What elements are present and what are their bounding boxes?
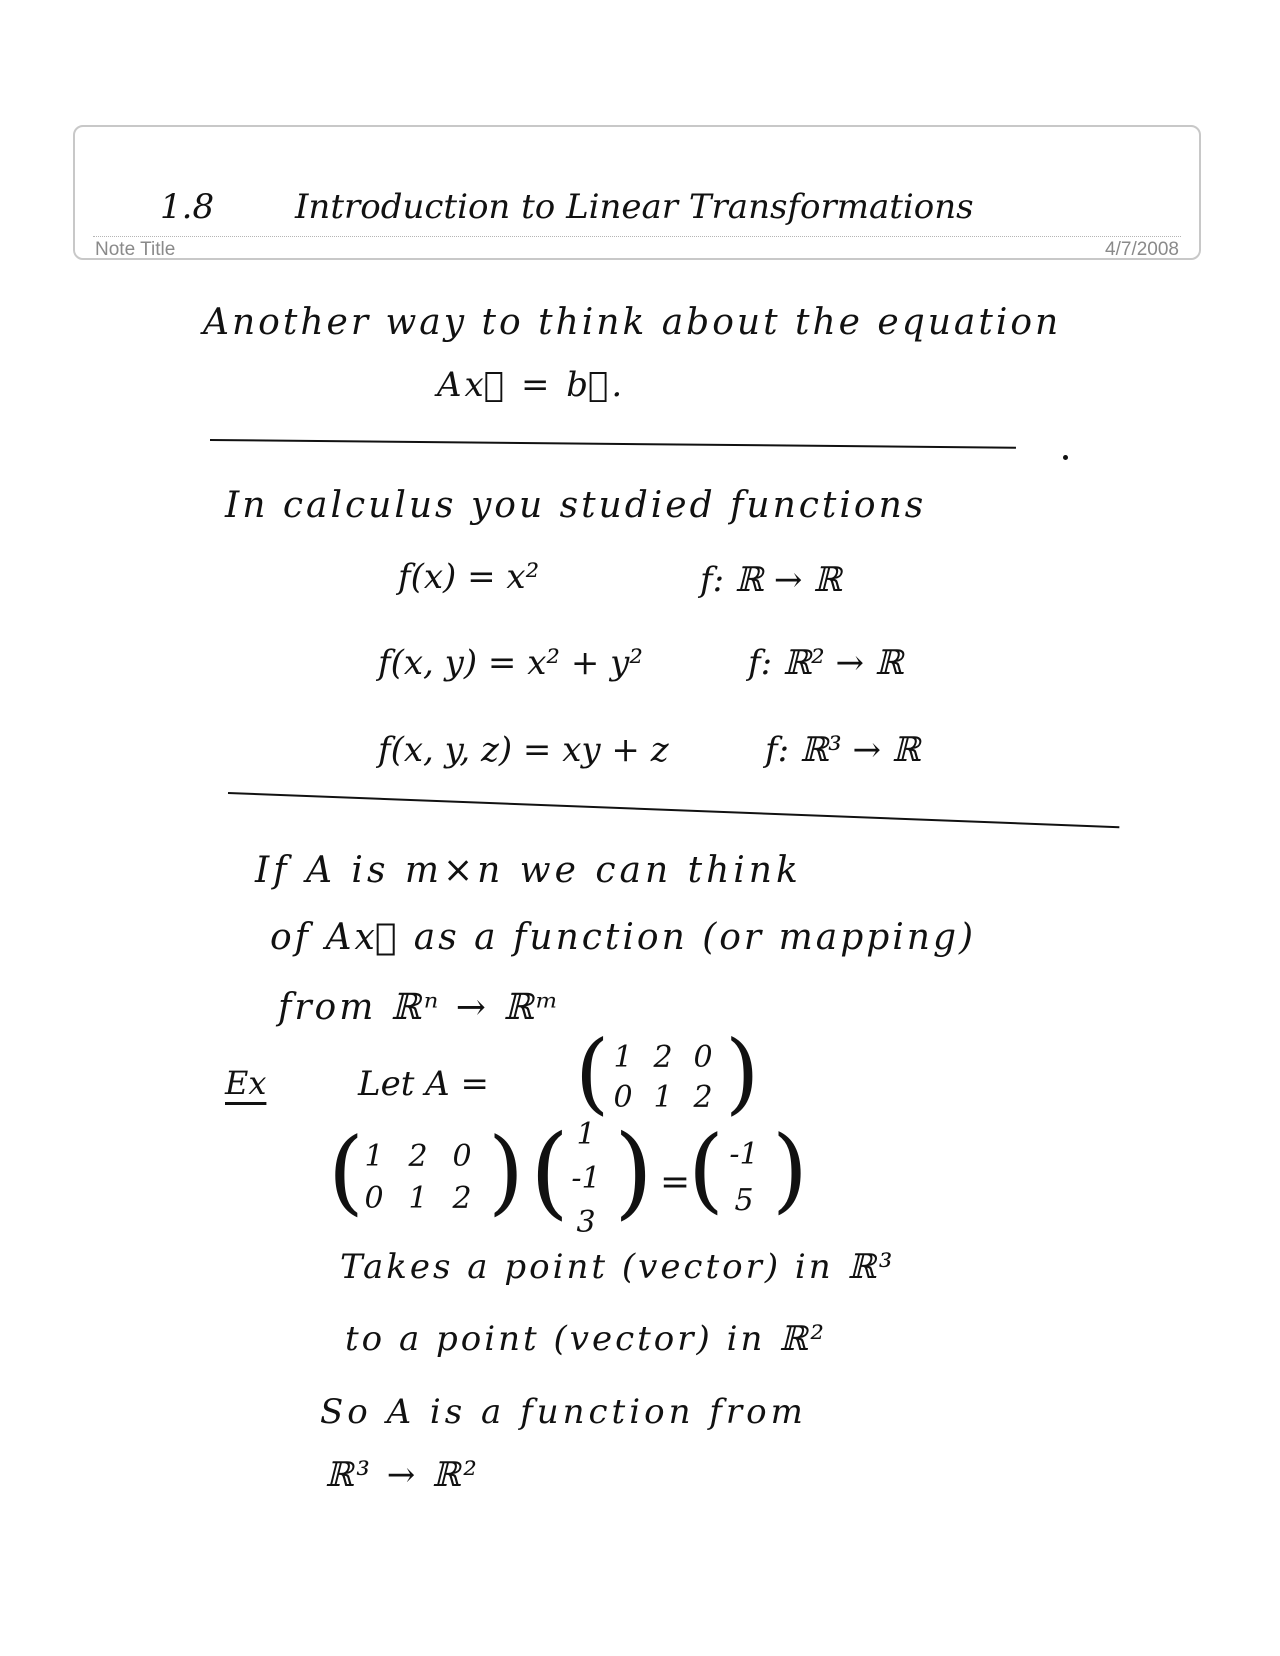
- right-paren: ): [614, 1113, 654, 1230]
- mapping-line-1: If A is m×n we can think: [255, 850, 802, 891]
- matrix-cell: 2: [693, 1080, 713, 1115]
- matrix-cell: 2: [408, 1139, 428, 1174]
- note-date: 4/7/2008: [1105, 239, 1179, 260]
- example-line-2: to a point (vector) in ℝ²: [345, 1319, 828, 1359]
- matrix-A: [328, 1118, 528, 1240]
- calculus-heading: In calculus you studied functions: [225, 485, 927, 526]
- matrix-cell: 0: [452, 1139, 472, 1174]
- result-vector: [688, 1116, 808, 1238]
- matrix-cell: 1: [408, 1181, 428, 1216]
- right-paren: ): [772, 1116, 808, 1223]
- vector-cell: 1: [576, 1117, 596, 1152]
- matrix-cell: 0: [693, 1040, 713, 1075]
- example-line-4: ℝ³ → ℝ²: [325, 1455, 480, 1495]
- section-title: Introduction to Linear Transformations: [295, 187, 974, 227]
- example-line-1: Takes a point (vector) in ℝ³: [340, 1247, 896, 1287]
- intro-line-2: Ax⃗ = b⃗.: [437, 365, 626, 405]
- intro-line-1: Another way to think about the equation: [203, 302, 1062, 343]
- calc-formula-2: f(x, y) = x² + y²: [378, 643, 643, 683]
- calc-formula-1: f(x) = x²: [398, 557, 540, 597]
- note-header: [73, 125, 1201, 260]
- calc-mapping-2: f: ℝ² → ℝ: [748, 643, 904, 683]
- equals-sign: =: [660, 1162, 691, 1203]
- left-paren: (: [688, 1116, 724, 1223]
- left-paren: (: [328, 1118, 364, 1225]
- left-paren: (: [575, 1021, 610, 1124]
- matrix-cell: 0: [364, 1181, 384, 1216]
- matrix-cell: 0: [613, 1080, 633, 1115]
- stray-dot: [1063, 455, 1068, 460]
- right-paren: ): [725, 1021, 760, 1124]
- note-title-label: Note Title: [95, 239, 176, 260]
- left-paren: (: [530, 1113, 570, 1230]
- vector-x: [530, 1113, 654, 1258]
- matrix-cell: 1: [364, 1139, 384, 1174]
- right-paren: ): [488, 1118, 524, 1225]
- calc-mapping-1: f: ℝ → ℝ: [700, 560, 842, 600]
- calc-mapping-3: f: ℝ³ → ℝ: [765, 730, 921, 770]
- mapping-line-3: from ℝⁿ → ℝᵐ: [278, 987, 562, 1028]
- vector-cell: -1: [729, 1137, 759, 1172]
- example-let-text: Let A =: [358, 1064, 490, 1104]
- vector-cell: 3: [576, 1205, 596, 1240]
- example-label: Ex: [225, 1064, 267, 1102]
- divider-1: [210, 439, 1016, 449]
- section-number: 1.8: [160, 187, 215, 227]
- matrix-cell: 2: [452, 1181, 472, 1216]
- vector-cell: 5: [734, 1183, 754, 1218]
- matrix-cell: 2: [653, 1040, 673, 1075]
- calc-formula-3: f(x, y, z) = xy + z: [378, 730, 669, 770]
- matrix-cell: 1: [653, 1080, 673, 1115]
- divider-2: [228, 792, 1119, 828]
- mapping-line-2: of Ax⃗ as a function (or mapping): [270, 917, 977, 958]
- example-line-3: So A is a function from: [320, 1392, 807, 1432]
- vector-cell: -1: [571, 1161, 601, 1196]
- matrix-cell: 1: [613, 1040, 633, 1075]
- header-divider: [93, 236, 1181, 237]
- matrix-A-definition: [575, 1021, 780, 1125]
